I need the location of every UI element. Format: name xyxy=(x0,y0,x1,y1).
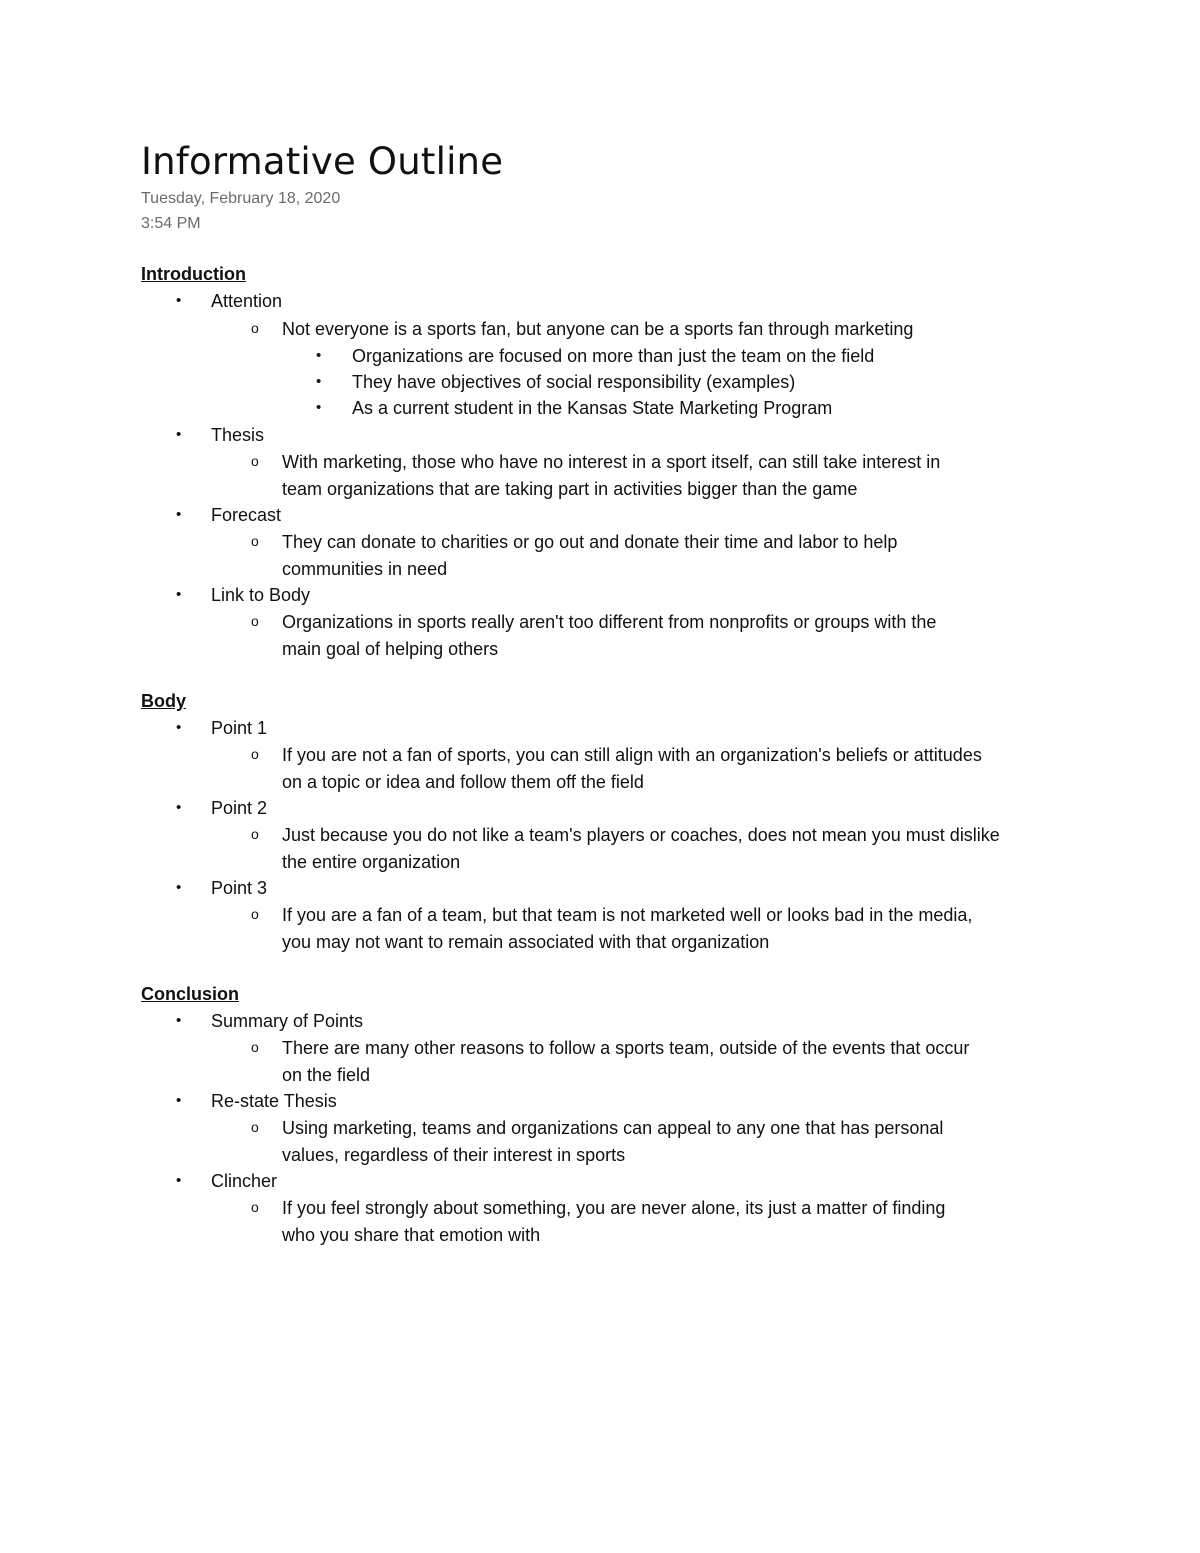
hollow-bullet-icon: o xyxy=(251,906,259,922)
hollow-bullet-icon: o xyxy=(251,746,259,762)
bullet-icon: • xyxy=(316,399,322,416)
outline-detail: As a current student in the Kansas State Marketing Program xyxy=(352,398,833,418)
bullet-icon: • xyxy=(316,347,322,364)
outline-subitem-line: who you share that emotion with xyxy=(282,1225,541,1245)
outline-subitem-line: values, regardless of their interest in sports xyxy=(282,1145,626,1165)
outline-subitem-line: the entire organization xyxy=(282,852,461,872)
outline-subitem-line: If you are a fan of a team, but that team is not marketed well or looks bad in the media, xyxy=(282,905,973,925)
note-date: Tuesday, February 18, 2020 xyxy=(141,190,341,207)
hollow-bullet-icon: o xyxy=(251,613,259,629)
bullet-icon: • xyxy=(176,426,182,443)
hollow-bullet-icon: o xyxy=(251,1119,259,1135)
outline-item-point-1: Point 1 xyxy=(211,718,268,738)
outline-subitem-line: They can donate to charities or go out and donate their time and labor to help xyxy=(282,532,898,552)
hollow-bullet-icon: o xyxy=(251,320,259,336)
outline-subitem-line: If you feel strongly about something, you are never alone, its just a matter of finding xyxy=(282,1198,946,1218)
bullet-icon: • xyxy=(176,1172,182,1189)
outline-item-forecast: Forecast xyxy=(211,505,282,525)
section-heading-body: Body xyxy=(141,691,186,711)
bullet-icon: • xyxy=(316,373,322,390)
outline-item-attention: Attention xyxy=(211,291,283,311)
outline-subitem-line: you may not want to remain associated with that organization xyxy=(282,932,770,952)
bullet-icon: • xyxy=(176,586,182,603)
section-heading-conclusion: Conclusion xyxy=(141,984,239,1004)
outline-subitem: Not everyone is a sports fan, but anyone can be a sports fan through marketing xyxy=(282,319,914,339)
bullet-icon: • xyxy=(176,292,182,309)
outline-subitem-line: team organizations that are taking part in activities bigger than the game xyxy=(282,479,858,499)
bullet-icon: • xyxy=(176,1092,182,1109)
outline-subitem-line: main goal of helping others xyxy=(282,639,499,659)
note-time: 3:54 PM xyxy=(141,215,201,232)
outline-item-summary: Summary of Points xyxy=(211,1011,364,1031)
outline-item-clincher: Clincher xyxy=(211,1171,278,1191)
hollow-bullet-icon: o xyxy=(251,533,259,549)
hollow-bullet-icon: o xyxy=(251,453,259,469)
outline-item-point-2: Point 2 xyxy=(211,798,268,818)
hollow-bullet-icon: o xyxy=(251,1039,259,1055)
outline-detail: They have objectives of social responsibility (examples) xyxy=(352,372,796,392)
outline-item-point-3: Point 3 xyxy=(211,878,268,898)
outline-item-link-to-body: Link to Body xyxy=(211,585,311,605)
section-heading-introduction: Introduction xyxy=(141,264,246,284)
outline-subitem-line: on the field xyxy=(282,1065,371,1085)
hollow-bullet-icon: o xyxy=(251,1199,259,1215)
outline-subitem-line: If you are not a fan of sports, you can still align with an organization's beliefs or attitudes xyxy=(282,745,982,765)
outline-subitem-line: Using marketing, teams and organizations can appeal to any one that has personal xyxy=(282,1118,944,1138)
bullet-icon: • xyxy=(176,799,182,816)
page-title: Informative Outline xyxy=(141,140,504,183)
outline-subitem-line: communities in need xyxy=(282,559,448,579)
hollow-bullet-icon: o xyxy=(251,826,259,842)
outline-subitem-line: With marketing, those who have no interest in a sport itself, can still take interest in xyxy=(282,452,941,472)
bullet-icon: • xyxy=(176,1012,182,1029)
outline-subitem-line: Just because you do not like a team's players or coaches, does not mean you must dislike xyxy=(282,825,1000,845)
bullet-icon: • xyxy=(176,506,182,523)
outline-subitem-line: on a topic or idea and follow them off the field xyxy=(282,772,644,792)
outline-item-restate-thesis: Re-state Thesis xyxy=(211,1091,337,1111)
bullet-icon: • xyxy=(176,719,182,736)
outline-subitem-line: There are many other reasons to follow a sports team, outside of the events that occur xyxy=(282,1038,970,1058)
bullet-icon: • xyxy=(176,879,182,896)
outline-item-thesis: Thesis xyxy=(211,425,265,445)
outline-subitem-line: Organizations in sports really aren't too different from nonprofits or groups with the xyxy=(282,612,937,632)
outline-detail: Organizations are focused on more than just the team on the field xyxy=(352,346,875,366)
